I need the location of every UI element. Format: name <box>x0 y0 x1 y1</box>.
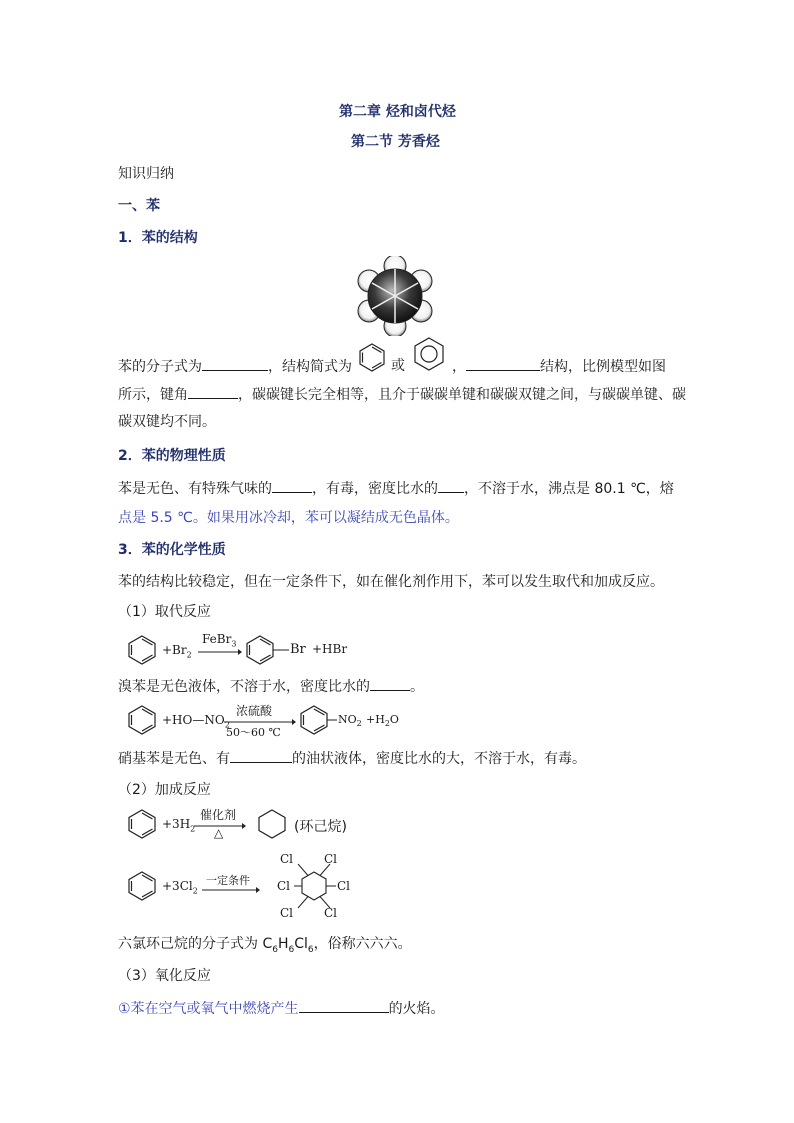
blank-bond-angle[interactable] <box>188 384 238 399</box>
equation-chlorination <box>126 852 386 924</box>
text-boiling-point: ，不溶于水，沸点是 80.1 ℃，熔 <box>464 481 674 497</box>
reagent-br2: $+Br_2$ <box>162 643 192 660</box>
blank-density[interactable] <box>438 478 464 493</box>
text-cl: Cl <box>294 936 308 952</box>
product-cyclohexane-label: (环己烷) <box>294 819 347 835</box>
blank-bromobenzene-density[interactable] <box>370 676 410 691</box>
text-structural-formula-prompt: ，结构简式为 <box>268 359 352 375</box>
text-combustion: ①苯在空气或氧气中燃烧产生 <box>118 1001 299 1017</box>
label-oxidation: （3）氧化反应 <box>118 968 211 984</box>
blank-nitrobenzene-odor[interactable] <box>230 748 292 763</box>
physical-paragraph-line2: 点是 5.5 ℃。如果用冰冷却，苯可以凝结成无色晶体。 <box>118 510 459 526</box>
catalyst-label: 催化剂 <box>200 808 237 822</box>
text-period: 。 <box>410 679 424 695</box>
product-water: $+H_2O$ <box>366 713 399 729</box>
reaction-arrow-icon <box>198 648 242 656</box>
subheading-structure: 1．苯的结构 <box>118 230 198 246</box>
bromobenzene-note <box>118 676 424 697</box>
text-common-name: ，俗称六六六。 <box>313 936 412 952</box>
text-density-prompt: ，有毒，密度比水的 <box>312 481 438 497</box>
blank-molecular-formula[interactable] <box>202 356 268 371</box>
kekule-benzene-icon <box>357 342 387 372</box>
subscript: 6 <box>307 944 314 955</box>
combustion-note <box>118 998 445 1019</box>
cl-label: Cl <box>280 852 294 866</box>
text-benzene-state: 苯是无色、有特殊气味的 <box>118 481 272 497</box>
nitrobenzene-note <box>118 748 586 769</box>
text-flame: 的火焰。 <box>388 1001 445 1017</box>
heat-symbol: △ <box>214 826 224 840</box>
benzene-reactant-icon <box>126 704 158 736</box>
chemical-paragraph: 苯的结构比较稳定，但在一定条件下，如在催化剂作用下，苯可以发生取代和加成反应。 <box>118 574 664 590</box>
text-formula-prefix: 六氯环己烷的分子式为 C <box>118 936 273 952</box>
product-hbr: +HBr <box>312 642 348 656</box>
bromobenzene-ring-icon <box>244 634 276 666</box>
subscript: 6 <box>272 944 278 955</box>
reaction-arrow-icon <box>202 886 260 894</box>
intro-label: 知识归纳 <box>118 166 174 182</box>
text-bromobenzene: 溴苯是无色液体，不溶于水，密度比水的 <box>118 679 370 695</box>
equation-nitration <box>126 702 426 742</box>
blank-structure-type[interactable] <box>466 356 540 371</box>
structure-paragraph-line1-tail <box>452 356 666 377</box>
structure-paragraph-line1 <box>118 356 352 377</box>
product-br: Br <box>290 642 306 657</box>
condition-temperature: 50～60 ℃ <box>226 726 281 739</box>
text-molecular-formula-prompt: 苯的分子式为 <box>118 359 202 375</box>
chapter-title: 第二章 烃和卤代烃 <box>339 104 456 120</box>
cl-label: Cl <box>324 852 338 866</box>
text-structure-model: 结构，比例模型如图 <box>540 359 666 375</box>
section-title: 第二节 芳香烃 <box>351 134 440 150</box>
catalyst-sulfuric-acid: 浓硫酸 <box>236 704 273 718</box>
structure-paragraph-line2 <box>118 384 686 405</box>
reagent-h2: $+3H_2$ <box>162 817 196 834</box>
text-bond-angle-prompt: 所示，键角 <box>118 387 188 403</box>
reagent-cl2: $+3Cl_2$ <box>162 879 198 896</box>
subscript: 6 <box>288 944 295 955</box>
reagent-nitric-acid: $+HO—NO_2$ <box>162 713 230 730</box>
blank-flame[interactable] <box>299 998 389 1013</box>
subheading-physical: 2．苯的物理性质 <box>118 448 226 464</box>
nitrobenzene-ring-icon <box>298 704 330 736</box>
text-nitrobenzene-properties: 的油状液体，密度比水的大，不溶于水，有毒。 <box>292 751 586 767</box>
cl-label: Cl <box>280 906 294 920</box>
blank-state[interactable] <box>272 478 312 493</box>
cl-label: Cl <box>277 879 291 893</box>
physical-paragraph-line1 <box>118 478 674 499</box>
benzene-circle-icon <box>412 336 446 372</box>
equation-hydrogenation <box>126 806 386 842</box>
text-bond-length: ，碳碳键长完全相等，且介于碳碳单键和碳碳双键之间，与碳碳单键、碳 <box>238 387 686 403</box>
subheading-chemical: 3．苯的化学性质 <box>118 542 226 558</box>
benzene-reactant-icon <box>126 634 158 666</box>
text-h: H <box>277 936 289 952</box>
heading-benzene: 一、苯 <box>118 198 160 214</box>
label-substitution: （1）取代反应 <box>118 604 211 620</box>
benzene-reactant-icon <box>126 870 158 902</box>
condition-label: 一定条件 <box>206 874 250 887</box>
label-addition: （2）加成反应 <box>118 782 211 798</box>
cl-label: Cl <box>324 906 338 920</box>
text-or: 或 <box>391 358 405 374</box>
bond-line-icon <box>327 718 337 722</box>
cyclohexane-ring-icon <box>256 808 288 840</box>
benzene-space-filling-model-icon <box>354 256 436 336</box>
cl-label: Cl <box>337 879 351 893</box>
structure-paragraph-line3: 碳双键均不同。 <box>118 414 216 430</box>
bond-line-icon <box>273 648 289 652</box>
hexachloro-note <box>118 934 412 960</box>
product-no2: $NO_2$ <box>338 713 362 729</box>
text-comma: ， <box>452 359 466 375</box>
equation-bromination <box>126 632 366 666</box>
text-nitrobenzene: 硝基苯是无色、有 <box>118 751 230 767</box>
catalyst-febr3: FeBr$_3$ <box>202 632 237 649</box>
benzene-reactant-icon <box>126 808 158 840</box>
